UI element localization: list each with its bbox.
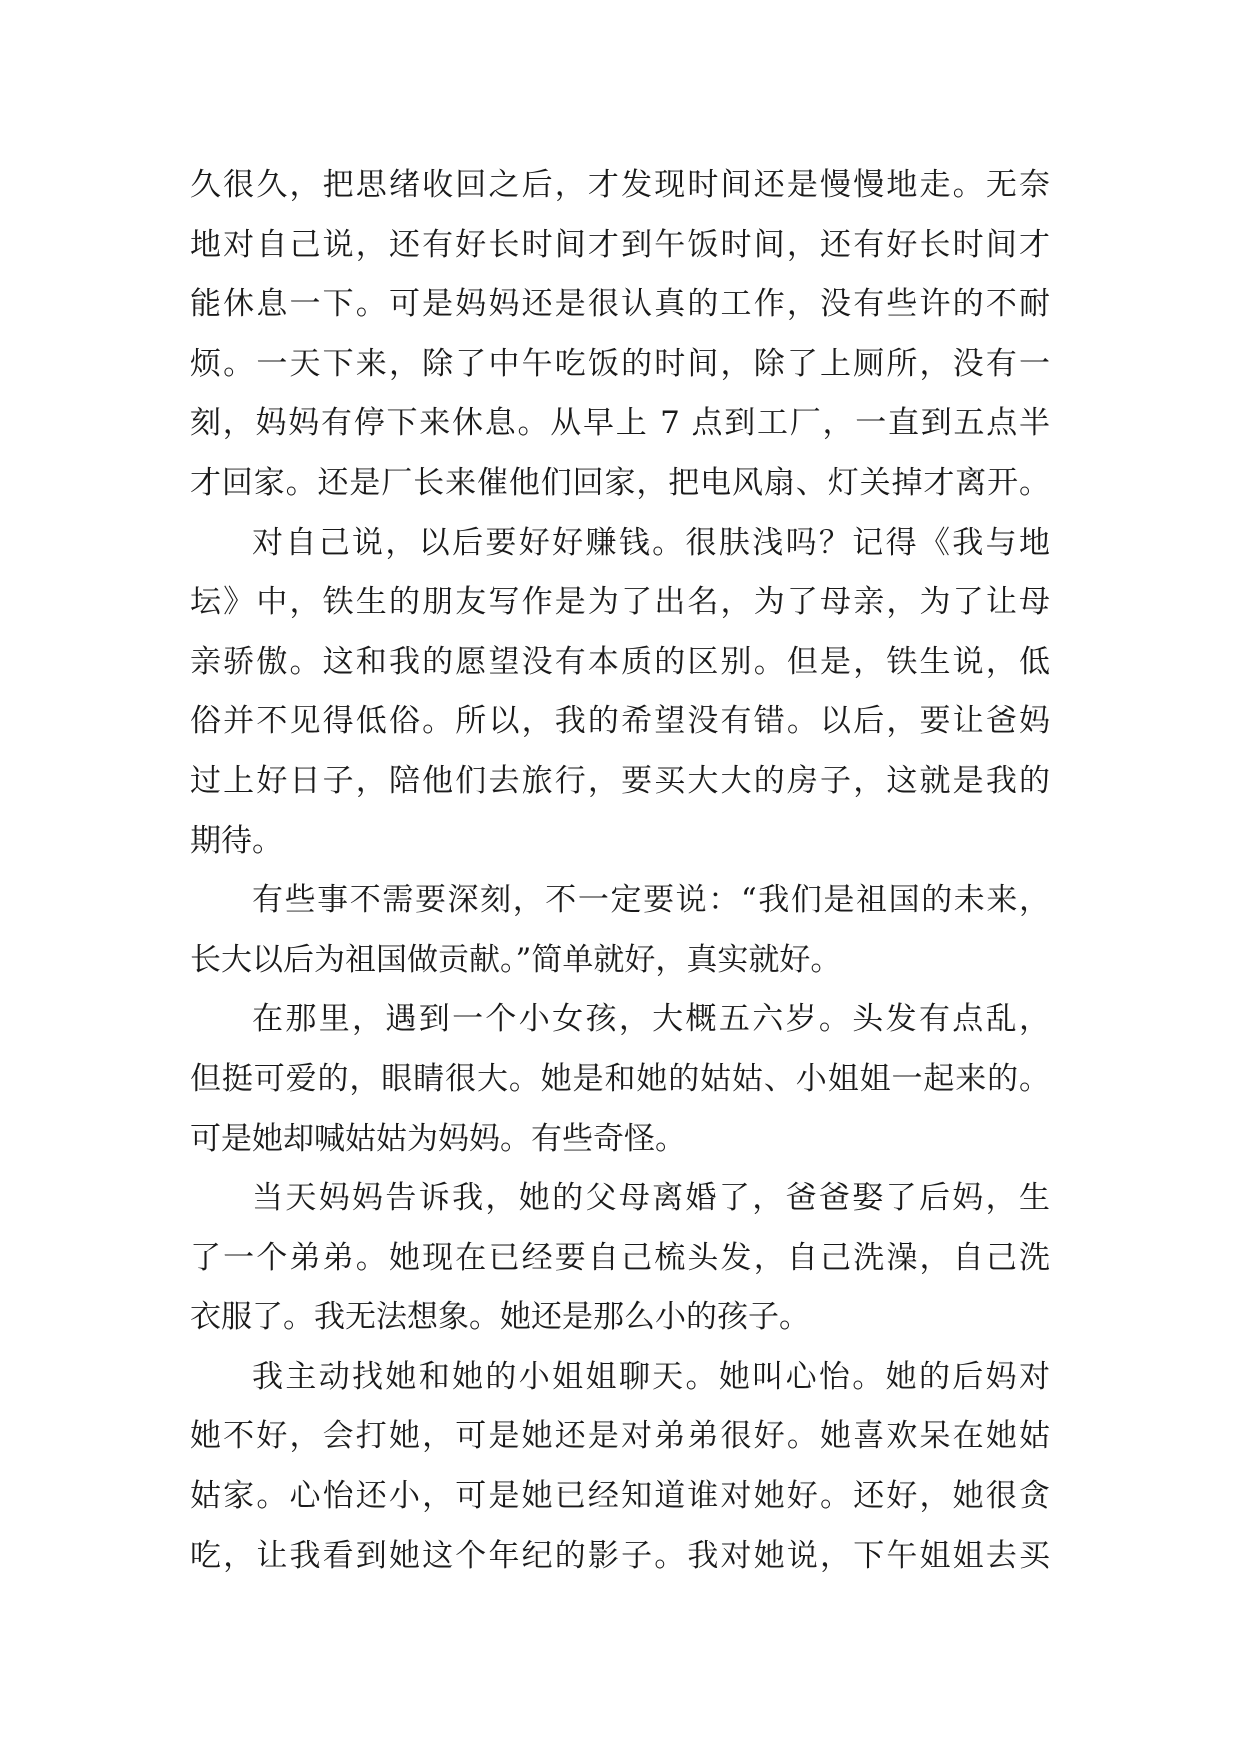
- paragraph-6: [190, 1348, 1050, 1586]
- text-line: 有些事不需要深刻，不一定要说：“我们是祖国的未来，: [252, 882, 1050, 919]
- text-line: 可是她却喊姑姑为妈妈。有些奇怪。: [190, 1120, 686, 1157]
- text-line: 刻，妈妈有停下来休息。从早上 7 点到工厂，一直到五点半: [190, 405, 1050, 442]
- text-line: 对自己说，以后要好好赚钱。很肤浅吗？记得《我与地: [252, 524, 1050, 561]
- text-line: 久很久，把思绪收回之后，才发现时间还是慢慢地走。无奈: [190, 167, 1050, 203]
- paragraph-1: [190, 156, 1050, 514]
- text-line: 亲骄傲。这和我的愿望没有本质的区别。但是，铁生说，低: [190, 643, 1050, 680]
- paragraph-4: [190, 990, 1050, 1169]
- text-line: 过上好日子，陪他们去旅行，要买大大的房子，这就是我的: [190, 762, 1050, 799]
- paragraph-2: [190, 514, 1050, 872]
- body-text: [190, 156, 1050, 1586]
- text-line: 她不好，会打她，可是她还是对弟弟很好。她喜欢呆在她姑: [190, 1418, 1050, 1455]
- text-line: 地对自己说，还有好长时间才到午饭时间，还有好长时间才: [190, 226, 1050, 263]
- text-line: 烦。一天下来，除了中午吃饭的时间，除了上厕所，没有一: [190, 345, 1050, 382]
- text-line: 才回家。还是厂长来催他们回家，把电风扇、灯关掉才离开。: [190, 464, 1050, 501]
- paragraph-5: [190, 1169, 1050, 1348]
- text-line: 期待。: [190, 822, 283, 859]
- text-line: 俗并不见得低俗。所以，我的希望没有错。以后，要让爸妈: [190, 703, 1050, 740]
- text-line: 但挺可爱的，眼睛很大。她是和她的姑姑、小姐姐一起来的。: [190, 1060, 1050, 1097]
- paragraph-3: [190, 871, 1050, 990]
- text-line: 了一个弟弟。她现在已经要自己梳头发，自己洗澡，自己洗: [190, 1239, 1050, 1276]
- text-line: 能休息一下。可是妈妈还是很认真的工作，没有些许的不耐: [190, 286, 1050, 323]
- text-line: 我主动找她和她的小姐姐聊天。她叫心怡。她的后妈对: [252, 1358, 1050, 1395]
- text-line: 姑家。心怡还小，可是她已经知道谁对她好。还好，她很贪: [190, 1478, 1050, 1515]
- text-line: 衣服了。我无法想象。她还是那么小的孩子。: [190, 1299, 810, 1336]
- text-line: 坛》中，铁生的朋友写作是为了出名，为了母亲，为了让母: [190, 584, 1050, 621]
- text-line: 吃，让我看到她这个年纪的影子。我对她说，下午姐姐去买: [190, 1537, 1050, 1574]
- text-line: 当天妈妈告诉我，她的父母离婚了，爸爸娶了后妈，生: [252, 1180, 1050, 1217]
- text-line: 长大以后为祖国做贡献。”简单就好，真实就好。: [190, 941, 842, 978]
- text-line: 在那里，遇到一个小女孩，大概五六岁。头发有点乱，: [252, 1001, 1050, 1038]
